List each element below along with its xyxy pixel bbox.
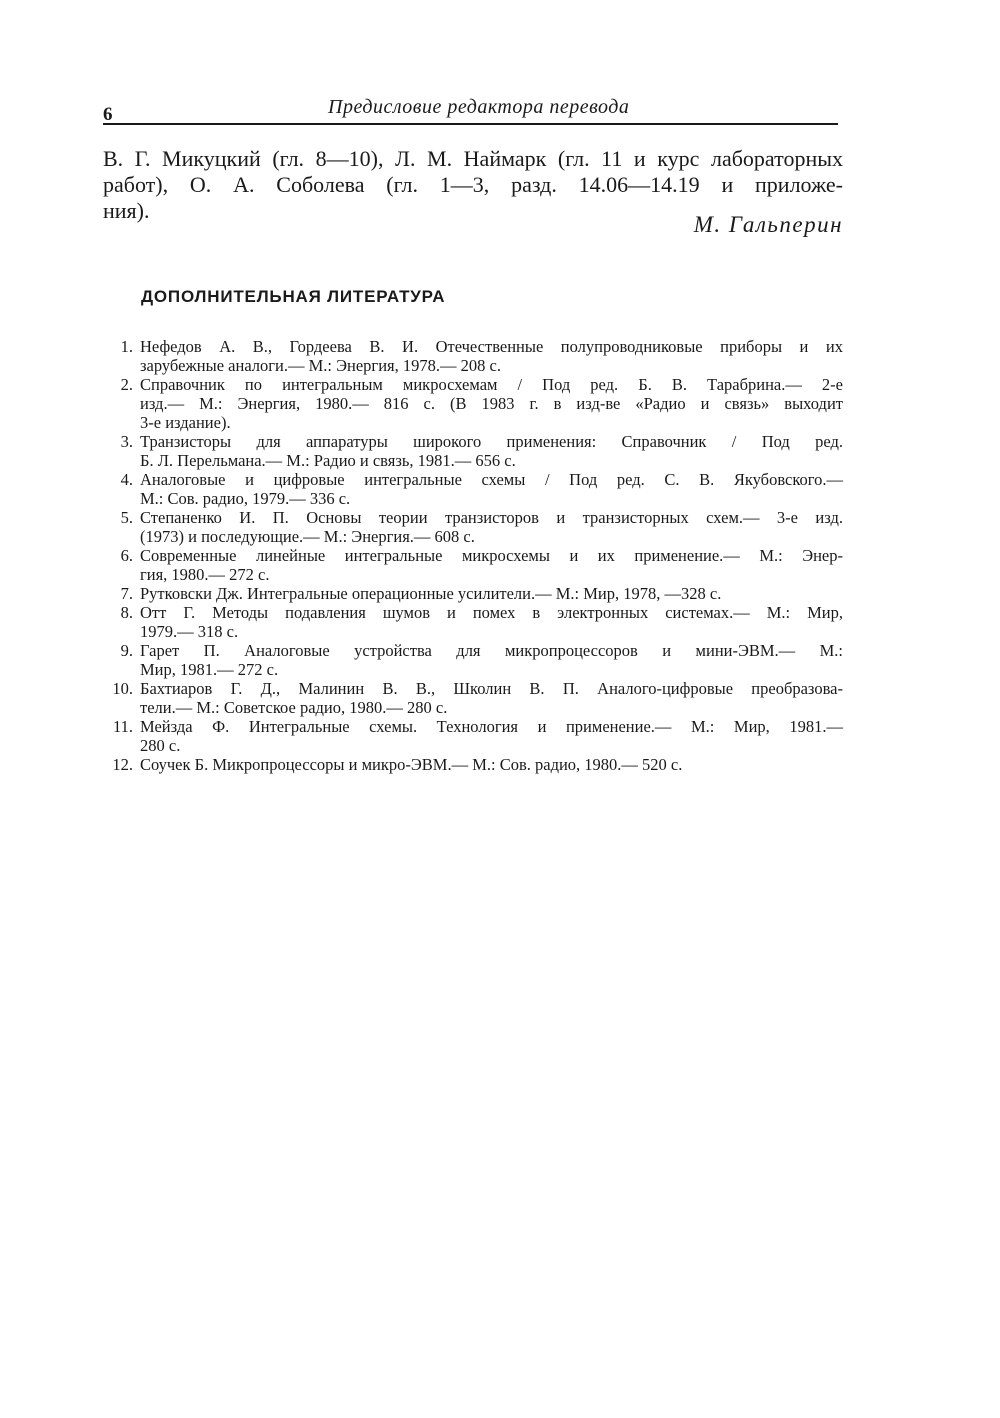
bibliography-item-number: 9. [120,641,133,660]
bibliography-item-line: зарубежные аналоги.— М.: Энергия, 1978.— 208 с. [140,356,501,375]
page-number: 6 [103,104,113,125]
bibliography-item-line: Рутковски Дж. Интегральные операционные усилители.— М.: Мир, 1978, —328 с. [140,584,722,603]
bibliography-item-line: Транзисторы для аппаратуры широкого применения: Справочник / Под ред. [140,432,843,451]
bibliography-item-line: Справочник по интегральным микросхемам / Под ред. Б. В. Тарабрина.— 2-е [140,375,843,394]
bibliography-item-number: 7. [120,584,133,603]
bibliography-item-line: Степаненко И. П. Основы теории транзисторов и транзисторных схем.— 3-е изд. [140,508,843,527]
running-head [103,96,843,126]
bibliography-item [103,679,843,717]
bibliography-item-number: 10. [112,679,133,698]
paragraph-line: ния). [103,198,150,223]
bibliography-item [103,641,843,679]
bibliography-item-line: Бахтиаров Г. Д., Малинин В. В., Школин В. П. Аналого-цифровые преобразова- [140,679,843,698]
bibliography-item-number: 12. [112,755,133,774]
bibliography-item [103,375,843,432]
bibliography-list [103,337,843,774]
bibliography-item-line: гия, 1980.— 272 с. [140,565,270,584]
bibliography-item-number: 2. [120,375,133,394]
bibliography-item-line: М.: Сов. радио, 1979.— 336 с. [140,489,351,508]
bibliography-item-number: 5. [120,508,133,527]
bibliography-item [103,432,843,470]
header-rule [103,123,838,125]
bibliography-item [103,508,843,546]
bibliography-item-line: Б. Л. Перельмана.— М.: Радио и связь, 1981.— 656 с. [140,451,516,470]
bibliography-item-line: 3-е издание). [140,413,231,432]
bibliography-item [103,546,843,584]
running-title: Предисловие редактора перевода [328,96,630,118]
bibliography-item-line: 1979.— 318 с. [140,622,239,641]
bibliography-item [103,717,843,755]
bibliography-item-number: 8. [120,603,133,622]
bibliography-item-line: изд.— М.: Энергия, 1980.— 816 с. (В 1983 г. в изд-ве «Радио и связь» выходит [140,394,843,413]
bibliography-item-number: 3. [120,432,133,451]
bibliography-item-line: Мейзда Ф. Интегральные схемы. Технология и применение.— М.: Мир, 1981.— [140,717,843,736]
bibliography-item [103,470,843,508]
bibliography-item [103,337,843,375]
bibliography-item [103,584,843,603]
bibliography-item-line: (1973) и последующие.— М.: Энергия.— 608 с. [140,527,475,546]
bibliography-item-line: Современные линейные интегральные микросхемы и их применение.— М.: Энер- [140,546,843,565]
bibliography-item-number: 4. [120,470,133,489]
editor-signature: М. Гальперин [693,212,843,237]
bibliography-item-line: Нефедов А. В., Гордеева В. И. Отечественные полупроводниковые приборы и их [140,337,843,356]
bibliography-item-line: Отт Г. Методы подавления шумов и помех в электронных системах.— М.: Мир, [140,603,843,622]
bibliography-item-line: 280 с. [140,736,181,755]
bibliography-item-number: 6. [120,546,133,565]
bibliography-item-line: Гарет П. Аналоговые устройства для микропроцессоров и мини-ЭВМ.— М.: [140,641,843,660]
bibliography-item-line: тели.— М.: Советское радио, 1980.— 280 с. [140,698,448,717]
paragraph-line: В. Г. Микуцкий (гл. 8—10), Л. М. Наймарк (гл. 11 и курс лабораторных [103,146,843,171]
bibliography-item-line: Соучек Б. Микропроцессоры и микро-ЭВМ.— М.: Сов. радио, 1980.— 520 с. [140,755,683,774]
bibliography-item [103,603,843,641]
paragraph-line: работ), О. А. Соболева (гл. 1—3, разд. 14.06—14.19 и приложе- [103,172,843,197]
bibliography-title: ДОПОЛНИТЕЛЬНАЯ ЛИТЕРАТУРА [141,287,446,306]
bibliography-item-line: Мир, 1981.— 272 с. [140,660,279,679]
bibliography-item-line: Аналоговые и цифровые интегральные схемы / Под ред. С. В. Якубовского.— [140,470,843,489]
bibliography-item-number: 11. [112,717,133,736]
bibliography-item [103,755,843,774]
bibliography-item-number: 1. [120,337,133,356]
